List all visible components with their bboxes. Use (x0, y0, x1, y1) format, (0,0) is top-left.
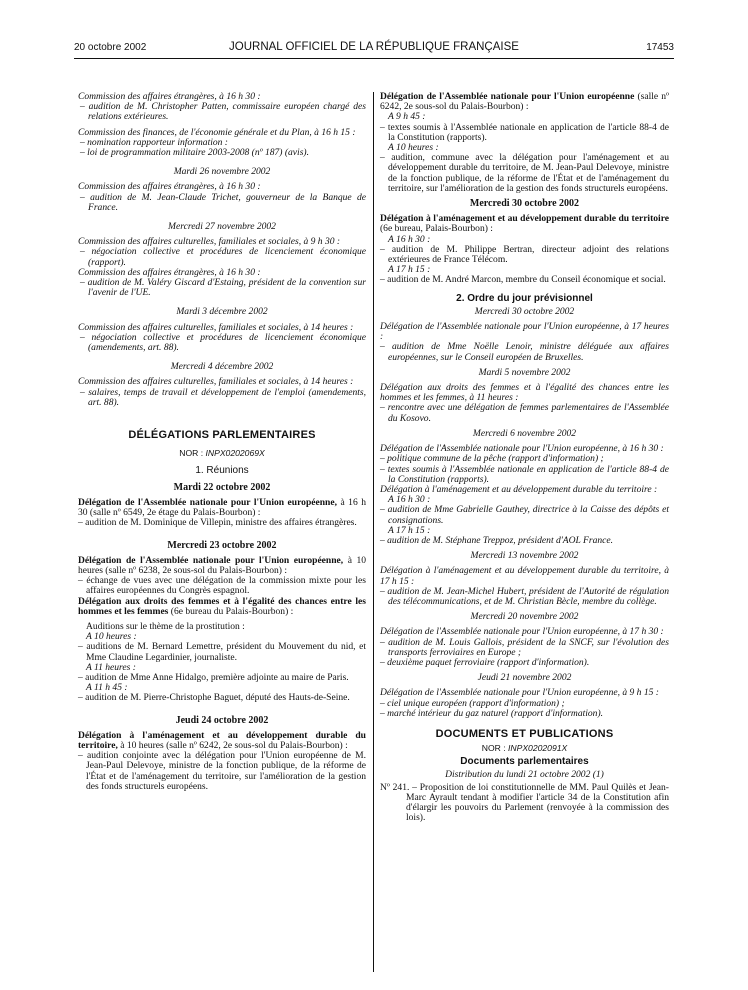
header-date: 20 octobre 2002 (74, 42, 147, 53)
entry-item: – audition de M. André Marcon, membre du Conseil économique et social. (380, 274, 666, 286)
entry-item: – audition de Mme Noëlle Lenoir, ministre déléguée aux affaires européennes, sur le Conseil européen de Bruxelles. (380, 341, 669, 363)
entry-item: – textes soumis à l'Assemblée nationale en application de l'article 88-4 de la Constitution (rapports). (380, 463, 669, 485)
delegation-entry (78, 731, 366, 751)
journal-title: JOURNAL OFFICIEL DE LA RÉPUBLIQUE FRANÇAISE (229, 41, 519, 53)
date-heading: Mardi 26 novembre 2002 (173, 166, 271, 178)
entry-item: – audition de M. Valéry Giscard d'Estaing, président de la convention sur l'avenir de l'UE. (80, 277, 366, 299)
entry-item: – audition de M. Stéphane Treppoz, président d'AOL France. (380, 534, 614, 546)
date-heading: Mardi 5 novembre 2002 (478, 366, 571, 378)
nor-reference (78, 448, 366, 458)
time-slot: A 9 h 45 : (388, 111, 426, 123)
entry-heading: Commission des affaires étrangères, à 16 h 30 : (78, 91, 261, 102)
delegation-details: (6e bureau du Palais-Bourbon) : (170, 605, 294, 617)
entry-heading: Commission des finances, de l'économie générale et du Plan, à 16 h 15 : (78, 126, 356, 138)
theme-line: Auditions sur le thème de la prostitution : (86, 620, 245, 632)
entry-item: – rencontre avec une délégation de femmes parlementaires de l'Assemblée du Kosovo. (380, 402, 669, 424)
date-heading: Mercredi 4 décembre 2002 (170, 361, 274, 373)
time-slot: A 10 heures : (388, 142, 439, 154)
column-divider (373, 92, 374, 972)
entry-item: – salaires, temps de travail et développement de l'emploi (amendements, art. 88). (80, 386, 366, 408)
date-heading: Mercredi 30 octobre 2002 (474, 305, 575, 317)
time-slot: A 16 h 30 : (388, 494, 431, 506)
nor-value: INPX0202069X (205, 448, 265, 459)
nor-reference (380, 743, 669, 753)
right-column (380, 92, 669, 824)
entry-item: – audition de M. Jean-Michel Hubert, président de l'Autorité de régulation des télécommunications, et de M. Christian Bècle, membre du collège. (380, 585, 669, 607)
entry-item: – audition, commune avec la délégation pour l'aménagement et au développement durable du territoire, de M. Jean-Paul Delevoye, ministre de la fonction publique, de la réforme de l'État et de l'aménagement du territoire, sur l'amélioration de la gestion des fonds structurels européens. (380, 152, 669, 194)
entry-item: – deuxième paquet ferroviaire (rapport d'information). (380, 656, 590, 668)
date-heading: Mercredi 30 octobre 2002 (469, 198, 580, 210)
entry-item: – échange de vues avec une délégation de la commission mixte pour les affaires européennes du Congrès espagnol. (78, 575, 366, 597)
entry-item: – audition de M. Louis Gallois, président de la SNCF, sur l'évolution des transports ferroviaires en Europe ; (380, 636, 669, 658)
date-heading: Mercredi 27 novembre 2002 (168, 221, 276, 233)
section-title: DOCUMENTS ET PUBLICATIONS (435, 727, 614, 740)
entry-item: – textes soumis à l'Assemblée nationale en application de l'article 88-4 de la Constitution (rapports). (380, 121, 669, 143)
entry-item: – négociation collective et procédures de licenciement économique (amendements, art. 88). (80, 331, 366, 354)
entry-heading: Délégation de l'Assemblée nationale pour l'Union européenne, à 17 heures : (380, 321, 669, 343)
delegation-details: (6e bureau, Palais-Bourbon) : (380, 223, 493, 235)
entry-item: – nomination rapporteur information : (80, 136, 228, 148)
nor-value: INPX0202091X (508, 743, 568, 754)
entry-heading: Délégation de l'Assemblée nationale pour l'Union européenne, à 9 h 15 : (380, 687, 659, 699)
entry-item: – audition de M. Philippe Bertran, directeur adjoint des relations extérieures de France Télécom. (380, 243, 669, 266)
delegation-entry (380, 92, 669, 112)
entry-item: – audition de M. Pierre-Christophe Baguet, député des Hauts-de-Seine. (78, 692, 350, 704)
entry-heading: Commission des affaires étrangères, à 16 h 30 : (78, 181, 261, 193)
nor-label: NOR : (481, 743, 506, 754)
subsection-title: 1. Réunions (195, 465, 249, 477)
time-slot: A 17 h 15 : (388, 264, 431, 276)
entry-item: – loi de programmation militaire 2003-2008 (nº 187) (avis). (80, 147, 309, 159)
delegation-entry (380, 214, 669, 234)
delegation-name: Délégation aux droits des femmes et à l'égalité des chances entre les hommes et les femmes (78, 595, 366, 617)
time-slot: A 17 h 15 : (388, 524, 431, 536)
entry-heading: Commission des affaires étrangères, à 16 h 30 : (78, 266, 261, 278)
entry-heading: Délégation de l'Assemblée nationale pour l'Union européenne, à 16 h 30 : (380, 443, 664, 455)
section-title: DÉLÉGATIONS PARLEMENTAIRES (128, 429, 316, 442)
delegation-details: (salle nº 6242, 2e sous-sol du Palais-Bourbon) : (380, 91, 670, 113)
date-heading: Jeudi 21 novembre 2002 (477, 672, 572, 684)
delegation-name: Délégation à l'aménagement et au développement durable du territoire (380, 213, 669, 225)
date-heading: Jeudi 24 octobre 2002 (175, 714, 269, 726)
entry-item: – négociation collective et procédures de licenciement économique (rapport). (80, 246, 366, 268)
page-number: 17453 (646, 42, 674, 53)
delegation-entry (78, 498, 366, 518)
date-heading: Mercredi 23 octobre 2002 (167, 539, 277, 551)
date-heading: Mercredi 6 novembre 2002 (472, 427, 577, 439)
entry-heading: Commission des affaires culturelles, familiales et sociales, à 9 h 30 : (78, 236, 341, 248)
time-slot: A 11 heures : (86, 661, 136, 673)
entry-heading: Commission des affaires culturelles, familiales et sociales, à 14 heures : (78, 376, 354, 388)
entry-item: – ciel unique européen (rapport d'information) ; (380, 697, 565, 709)
entry-item: – audition de M. Dominique de Villepin, ministre des affaires étrangères. (78, 517, 357, 529)
entry-item: – audition de Mme Anne Hidalgo, première adjointe au maire de Paris. (78, 671, 349, 683)
delegation-details: à 10 heures (salle nº 6238, 2e sous-sol du Palais-Bourbon) : (78, 554, 367, 576)
entry-heading: Délégation de l'Assemblée nationale pour l'Union européenne, à 17 h 30 : (380, 626, 664, 638)
entry-item: – marché intérieur du gaz naturel (rapport d'information). (380, 707, 604, 719)
time-slot: A 16 h 30 : (388, 233, 431, 245)
date-heading: Mardi 22 octobre 2002 (173, 481, 271, 493)
entry-item: – audition de M. Christopher Patten, commissaire européen chargé des relations extérieures. (80, 101, 366, 123)
page-header (74, 40, 674, 59)
delegation-name: Délégation de l'Assemblée nationale pour l'Union européenne (380, 91, 635, 102)
subsection-title: 2. Ordre du jour prévisionnel (456, 292, 593, 304)
entry-heading: Commission des affaires culturelles, familiales et sociales, à 14 heures : (78, 321, 354, 333)
distribution-date: Distribution du lundi 21 octobre 2002 (1) (445, 768, 604, 780)
date-heading: Mardi 3 décembre 2002 (176, 306, 268, 318)
nor-label: NOR : (179, 448, 204, 459)
subsection-title: Documents parlementaires (460, 756, 589, 768)
delegation-name: Délégation de l'Assemblée nationale pour l'Union européenne, (78, 496, 337, 508)
entry-heading: Délégation à l'aménagement et au développement durable du territoire, à 17 h 15 : (380, 565, 669, 587)
date-heading: Mercredi 20 novembre 2002 (470, 611, 579, 623)
delegation-entry (78, 597, 366, 617)
delegation-details: à 16 h 30 (salle nº 6549, 2e étage du Palais-Bourbon) : (78, 496, 366, 519)
delegation-entry (78, 556, 366, 576)
entry-heading: Délégation à l'aménagement et au développement durable du territoire : (380, 483, 658, 495)
entry-item: – politique commune de la pêche (rapport d'information) ; (380, 453, 604, 465)
document-entry: Nº 241. – Proposition de loi constitutionnelle de MM. Paul Quilès et Jean-Marc Ayrault tendant à modifier l'article 34 de la Constitution afin d'élargir les pouvoirs du Parlement (renvoyée à la commission des lois). (380, 781, 669, 824)
date-heading: Mercredi 13 novembre 2002 (470, 550, 579, 562)
delegation-name: Délégation de l'Assemblée nationale pour l'Union européenne, (78, 554, 344, 566)
entry-item: – audition de Mme Gabrielle Gauthey, directrice à la Caisse des dépôts et consignations. (380, 504, 669, 526)
entry-item: – audition conjointe avec la délégation pour l'Union européenne de M. Jean-Paul Delevoye, ministre de la fonction publique, de la réforme de l'État et de l'aménagement du territoire, sur l'amélioration de la gestion des fonds structurels européens. (78, 750, 366, 792)
entry-item: – audition de M. Jean-Claude Trichet, gouverneur de la Banque de France. (80, 191, 366, 213)
time-slot: A 10 heures : (86, 631, 137, 643)
entry-heading: Délégation aux droits des femmes et à l'égalité des chances entre les hommes et les femmes, à 11 heures : (380, 382, 669, 404)
time-slot: A 11 h 45 : (86, 682, 128, 694)
entry-item: – auditions de M. Bernard Lemettre, président du Mouvement du nid, et Mme Claudine Legardinier, journaliste. (78, 641, 366, 663)
delegation-name: Délégation à l'aménagement et au développement durable du territoire, (78, 729, 366, 751)
delegation-details: à 10 heures (salle nº 6242, 2e sous-sol du Palais-Bourbon) : (120, 739, 348, 751)
left-column (78, 92, 366, 792)
